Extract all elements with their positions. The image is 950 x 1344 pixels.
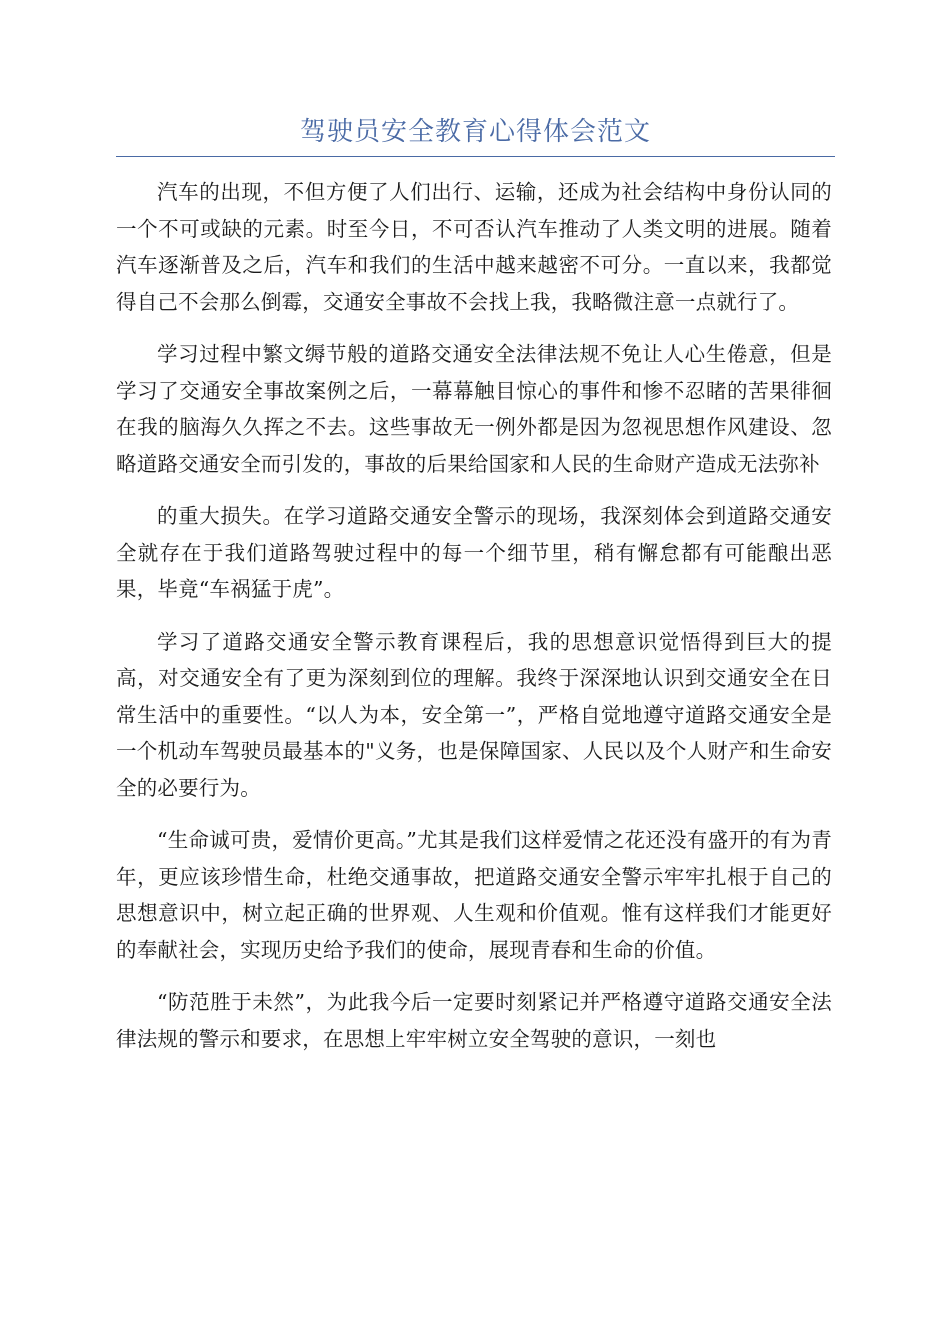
paragraph-2: 学习过程中繁文缛节般的道路交通安全法律法规不免让人心生倦意，但是学习了交通安全事故案例之后，一幕幕触目惊心的事件和惨不忍睹的苦果徘徊在我的脑海久久挥之不去。这些事故无一例外都是因为忽视思想作风建设、忽略道路交通安全而引发的，事故的后果给国家和人民的生命财产造成无法弥补 [116,342,832,476]
paragraph-3: 的重大损失。在学习道路交通安全警示的现场，我深刻体会到道路交通安全就存在于我们道路驾驶过程中的每一个细节里，稍有懈怠都有可能酿出恶果，毕竟“车祸猛于虎”。 [116,504,832,601]
title-block [116,108,835,157]
document-body [116,174,832,1073]
paragraph-1: 汽车的出现，不但方便了人们出行、运输，还成为社会结构中身份认同的一个不可或缺的元素。时至今日，不可否认汽车推动了人类文明的进展。随着汽车逐渐普及之后，汽车和我们的生活中越来越密不可分。一直以来，我都觉得自己不会那么倒霉，交通安全事故不会找上我，我略微注意一点就行了。 [116,180,832,314]
document-title: 驾驶员安全教育心得体会范文 [299,117,651,147]
paragraph-6: “防范胜于未然”，为此我今后一定要时刻紧记并严格遵守道路交通安全法律法规的警示和要求，在思想上牢牢树立安全驾驶的意识，一刻也 [116,990,832,1051]
paragraph-4: 学习了道路交通安全警示教育课程后，我的思想意识觉悟得到巨大的提高，对交通安全有了更为深刻到位的理解。我终于深深地认识到交通安全在日常生活中的重要性。“以人为本，安全第一”，严格自觉地遵守道路交通安全是一个机动车驾驶员最基本的"义务，也是保障国家、人民以及个人财产和生命安全的必要行为。 [116,629,832,800]
paragraph-5: “生命诚可贵，爱情价更高。”尤其是我们这样爱情之花还没有盛开的有为青年，更应该珍惜生命，杜绝交通事故，把道路交通安全警示牢牢扎根于自己的思想意识中，树立起正确的世界观、人生观和价值观。惟有这样我们才能更好的奉献社会，实现历史给予我们的使命，展现青春和生命的价值。 [116,828,832,962]
